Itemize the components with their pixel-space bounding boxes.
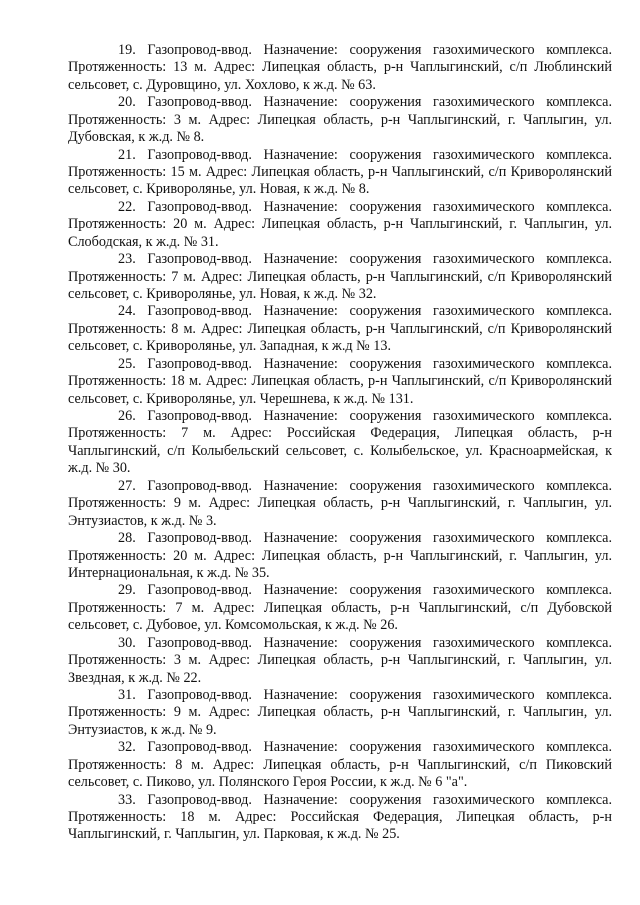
item-text: Газопровод-ввод. Назначение: сооружения газохимического комплекса. Протяженность: 13 м. Адрес: Липецкая область, р-н Чаплыгинский, с/п Люблинский сельсовет, с. Дуровщино, ул. Хохлово, к ж.д. № 63. — [68, 42, 612, 93]
document-page — [68, 42, 612, 844]
item-number: 26. — [118, 408, 136, 425]
item-number: 25. — [118, 355, 136, 372]
item-number: 19. — [118, 42, 136, 58]
item-text: Газопровод-ввод. Назначение: сооружения газохимического комплекса. Протяженность: 7 м. Адрес: Липецкая область, р-н Чаплыгинский, с/п Криворолянский сельсовет, с. Криворолянье, ул. Новая, к ж.д. № 32. — [68, 251, 612, 302]
item-text: Газопровод-ввод. Назначение: сооружения газохимического комплекса. Протяженность: 20 м. Адрес: Липецкая область, р-н Чаплыгинский, г. Чаплыгин, ул. Интернациональная, к ж.д. № 35. — [68, 530, 612, 581]
item-number: 32. — [118, 739, 136, 756]
list-item — [68, 530, 612, 582]
list-item — [68, 42, 612, 94]
list-item — [68, 792, 612, 844]
item-text: Газопровод-ввод. Назначение: сооружения газохимического комплекса. Протяженность: 8 м. Адрес: Липецкая область, р-н Чаплыгинский, с/п Пиковский сельсовет, с. Пиково, ул. Полянского Героя России, к ж.д. № 6 "а". — [68, 739, 612, 791]
item-number: 33. — [118, 791, 136, 808]
item-text: Газопровод-ввод. Назначение: сооружения газохимического комплекса. Протяженность: 15 м. Адрес: Липецкая область, р-н Чаплыгинский, с/п Криворолянский сельсовет, с. Криворолянье, ул. Новая, к ж.д. № 8. — [68, 146, 612, 198]
item-number: 22. — [118, 198, 136, 215]
list-item — [68, 408, 612, 478]
item-number: 28. — [118, 530, 136, 547]
item-number: 21. — [118, 146, 136, 163]
item-number: 30. — [118, 634, 136, 651]
item-text: Газопровод-ввод. Назначение: сооружения газохимического комплекса. Протяженность: 3 м. Адрес: Липецкая область, р-н Чаплыгинский, г. Чаплыгин, ул. Дубовская, к ж.д. № 8. — [68, 94, 612, 146]
list-item — [68, 478, 612, 530]
list-item — [68, 94, 612, 146]
item-text: Газопровод-ввод. Назначение: сооружения газохимического комплекса. Протяженность: 7 м. Адрес: Липецкая область, р-н Чаплыгинский, с/п Дубовской сельсовет, с. Дубовое, ул. Комсомольская, к ж.д. № 26. — [68, 582, 612, 634]
item-text: Газопровод-ввод. Назначение: сооружения газохимического комплекса. Протяженность: 18 м. Адрес: Российская Федерация, Липецкая область, р-н Чаплыгинский, г. Чаплыгин, ул. Парковая, к ж.д. № 25. — [68, 791, 612, 843]
list-item — [68, 739, 612, 791]
item-text: Газопровод-ввод. Назначение: сооружения газохимического комплекса. Протяженность: 20 м. Адрес: Липецкая область, р-н Чаплыгинский, г. Чаплыгин, ул. Слободская, к ж.д. № 31. — [68, 198, 612, 250]
item-number: 23. — [118, 251, 136, 268]
item-number: 24. — [118, 303, 136, 320]
item-text: Газопровод-ввод. Назначение: сооружения газохимического комплекса. Протяженность: 8 м. Адрес: Липецкая область, р-н Чаплыгинский, с/п Криворолянский сельсовет, с. Криворолянье, ул. Западная, к ж.д № 13. — [68, 303, 612, 355]
list-item — [68, 303, 612, 355]
list-item — [68, 687, 612, 739]
item-number: 29. — [118, 582, 136, 599]
item-text: Газопровод-ввод. Назначение: сооружения газохимического комплекса. Протяженность: 18 м. Адрес: Липецкая область, р-н Чаплыгинский, с/п Криворолянский сельсовет, с. Криворолянье, ул. Черешнева, к ж.д. № 131. — [68, 355, 612, 407]
list-item — [68, 582, 612, 634]
item-number: 20. — [118, 94, 136, 111]
list-item — [68, 251, 612, 303]
item-text: Газопровод-ввод. Назначение: сооружения газохимического комплекса. Протяженность: 9 м. Адрес: Липецкая область, р-н Чаплыгинский, г. Чаплыгин, ул. Энтузиастов, к ж.д. № 3. — [68, 477, 612, 529]
list-item — [68, 635, 612, 687]
list-item — [68, 147, 612, 199]
item-text: Газопровод-ввод. Назначение: сооружения газохимического комплекса. Протяженность: 9 м. Адрес: Липецкая область, р-н Чаплыгинский, г. Чаплыгин, ул. Энтузиастов, к ж.д. № 9. — [68, 687, 612, 738]
list-item — [68, 356, 612, 408]
item-number: 27. — [118, 477, 136, 494]
list-item — [68, 199, 612, 251]
item-text: Газопровод-ввод. Назначение: сооружения газохимического комплекса. Протяженность: 3 м. Адрес: Липецкая область, р-н Чаплыгинский, г. Чаплыгин, ул. Звездная, к ж.д. № 22. — [68, 634, 612, 686]
item-text: Газопровод-ввод. Назначение: сооружения газохимического комплекса. Протяженность: 7 м. Адрес: Российская Федерация, Липецкая область, р-н Чаплыгинский, с/п Колыбельский сельсовет, с. Колыбельское, ул. Красноармейская, к ж.д. № 30. — [68, 408, 612, 477]
item-number: 31. — [118, 687, 136, 704]
